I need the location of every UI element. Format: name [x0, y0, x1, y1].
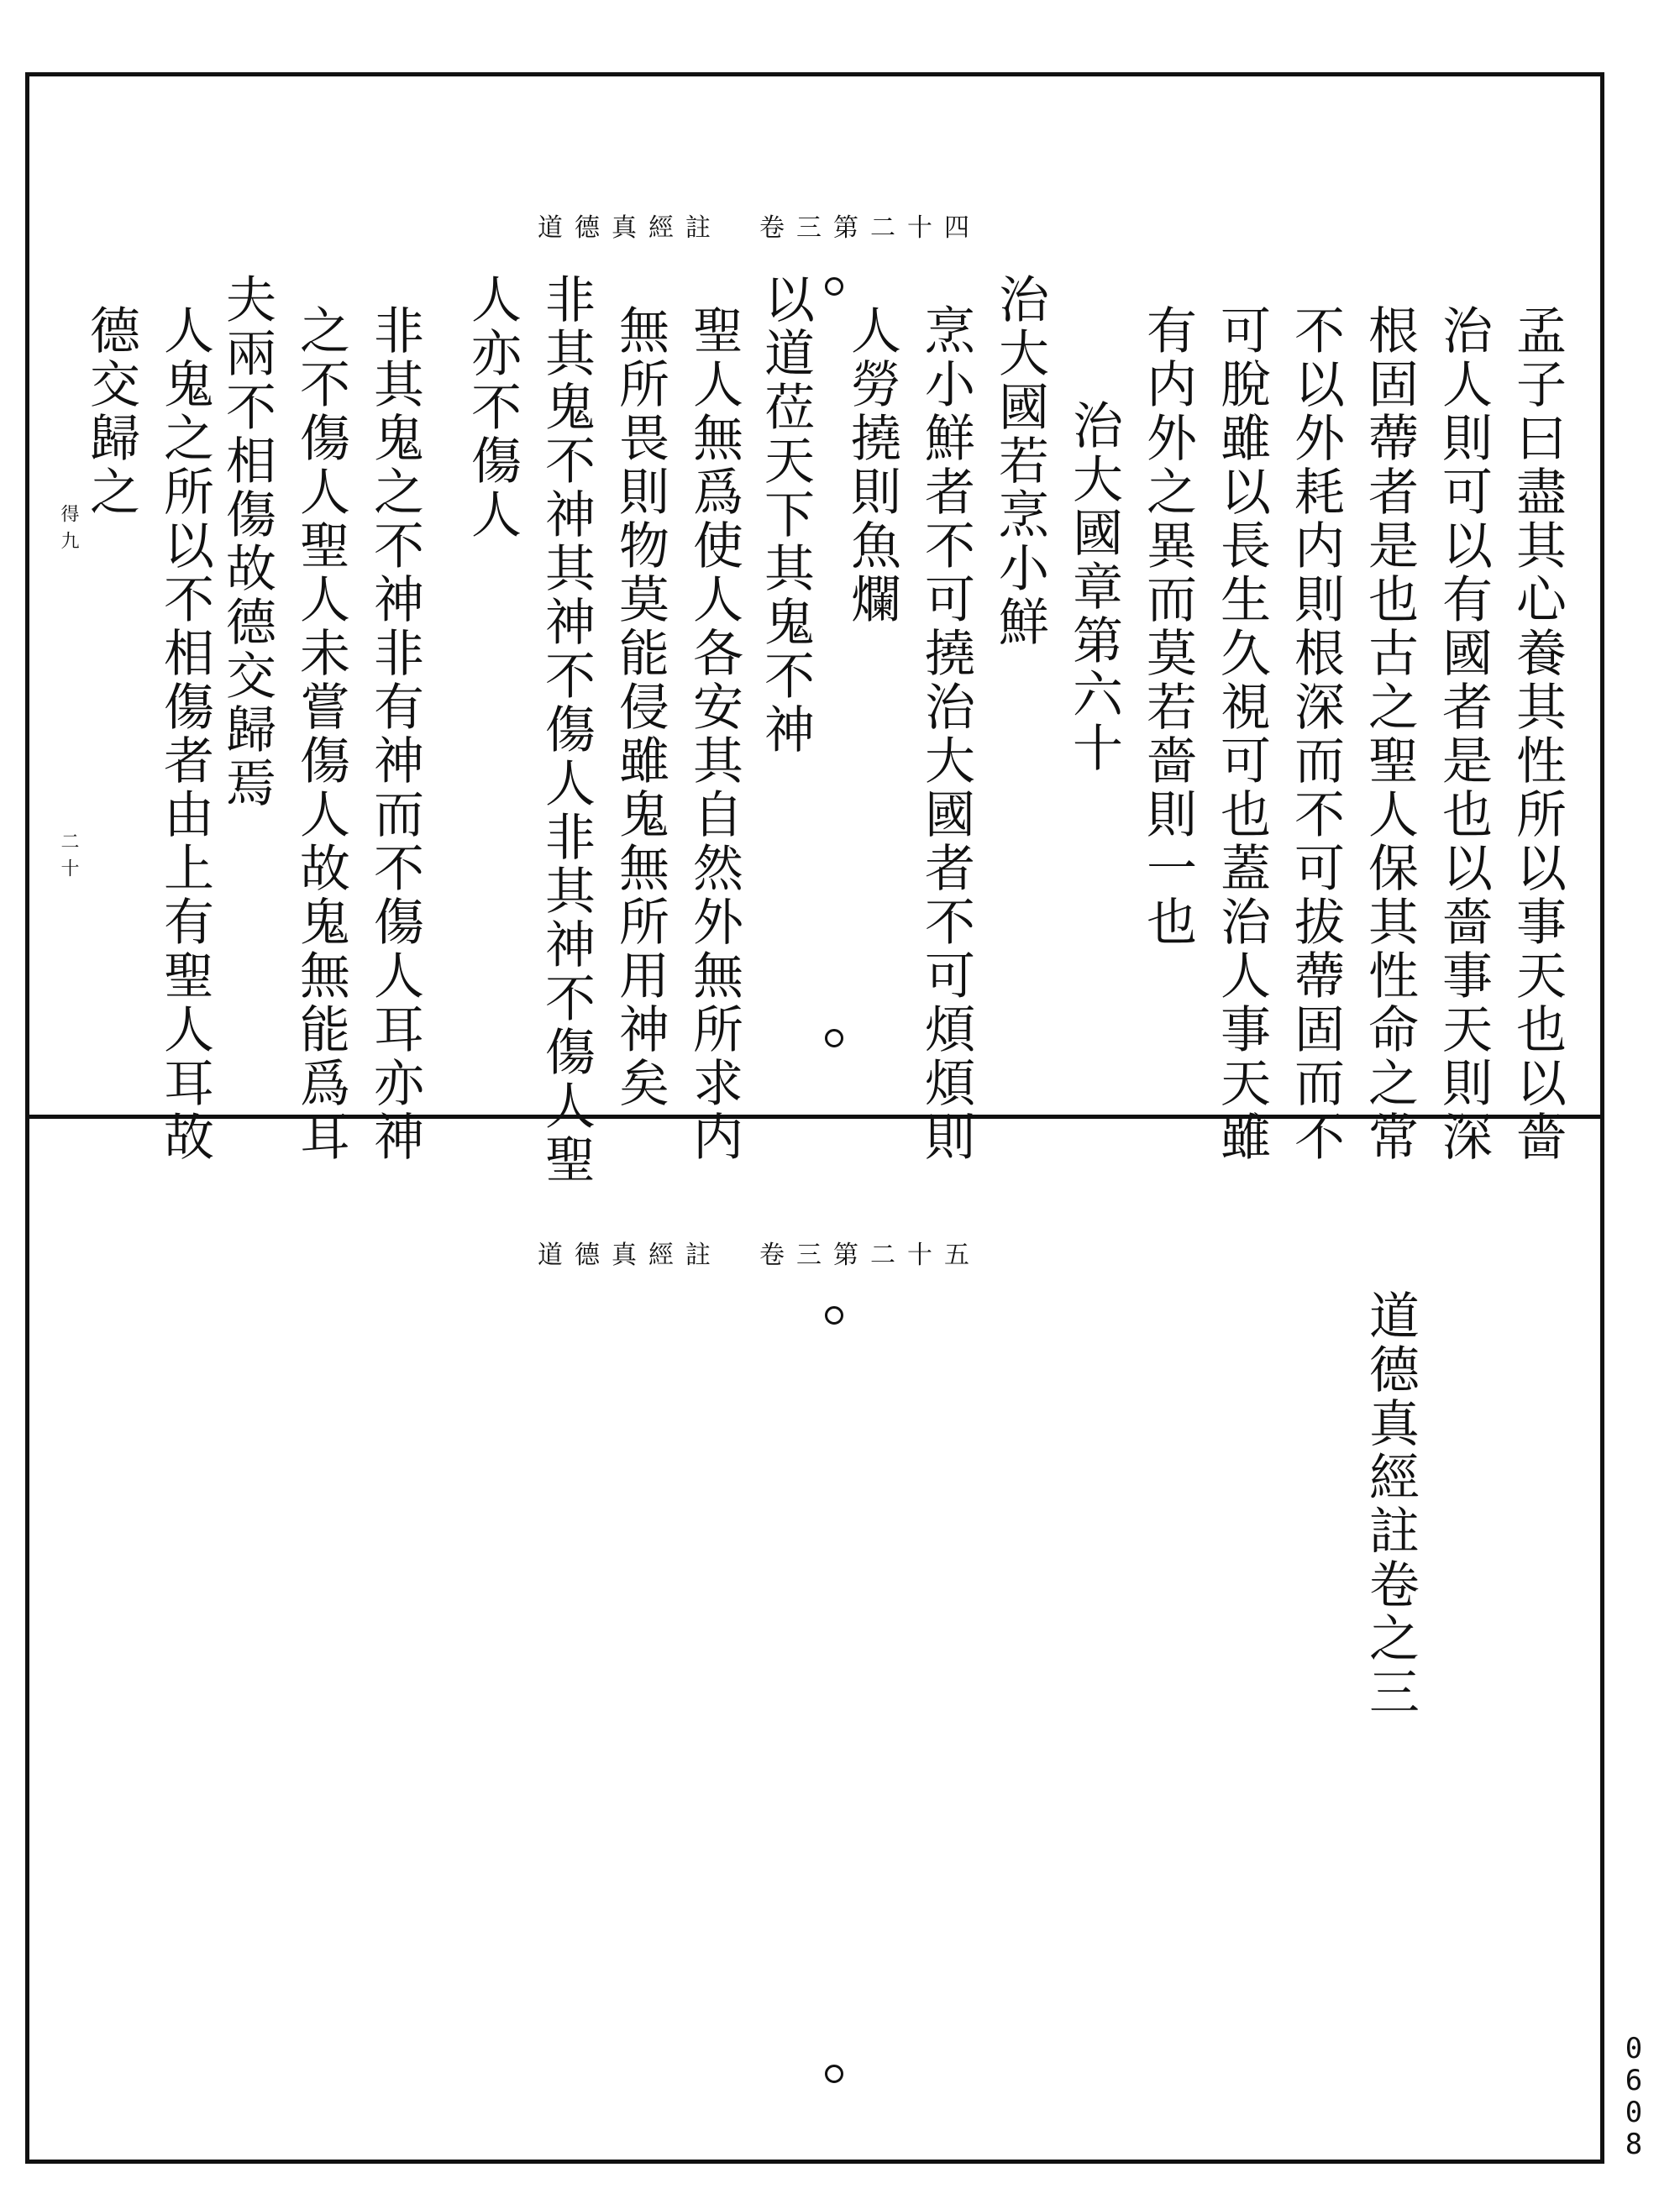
- text-column-17: 之不傷人聖人未嘗傷人故鬼無能爲耳: [291, 304, 350, 1164]
- text-column-20: 德交歸之: [81, 304, 140, 519]
- text-column-18: 夫兩不相傷故德交歸焉: [218, 273, 276, 811]
- hole-mark-lower-bottom: [825, 2065, 843, 2083]
- text-column-12: 聖人無爲使人各安其自然外無所求内: [685, 304, 743, 1164]
- text-column-14: 非其鬼不神其神不傷人非其神不傷人聖: [537, 273, 596, 1187]
- text-column-11: 以道莅天下其鬼不神: [756, 273, 815, 757]
- margin-label: 得九: [58, 504, 79, 558]
- text-column-3: 根固蔕者是也古之聖人保其性命之常: [1360, 304, 1419, 1164]
- text-column-10: 人勞撓則魚爛: [843, 304, 901, 627]
- text-column-8: 治大國若烹小鮮: [990, 273, 1049, 649]
- text-column-6: 有内外之異而莫若嗇則一也: [1138, 304, 1197, 949]
- text-column-13: 無所畏則物莫能侵雖鬼無所用神矣: [611, 304, 669, 1110]
- lower-page-header: 道德真經註 卷三第二十五: [538, 1241, 981, 1270]
- hole-mark-upper-top: [825, 277, 843, 296]
- margin-number: 二十: [58, 832, 79, 885]
- page-number: 0608: [1625, 2032, 1643, 2161]
- hole-mark-lower-top: [825, 1306, 843, 1325]
- text-column-9: 烹小鮮者不可撓治大國者不可煩煩則: [916, 304, 975, 1164]
- volume-title: 道德真經註卷之三: [1361, 1289, 1420, 1719]
- hole-mark-upper-bottom: [825, 1029, 843, 1047]
- text-column-5: 可脫雖以長生久視可也蓋治人事天雖: [1212, 304, 1271, 1164]
- text-column-19: 人鬼之所以不相傷者由上有聖人耳故: [155, 304, 214, 1164]
- text-column-4: 不以外耗内則根深而不可拔蔕固而不: [1286, 304, 1345, 1164]
- chapter-heading: 治大國章第六十: [1064, 399, 1123, 775]
- text-column-15: 人亦不傷人: [463, 273, 522, 542]
- upper-page-header: 道德真經註 卷三第二十四: [538, 213, 981, 243]
- text-column-16: 非其鬼之不神非有神而不傷人耳亦神: [365, 304, 424, 1164]
- text-column-1: 孟子曰盡其心養其性所以事天也以嗇: [1508, 304, 1567, 1164]
- text-column-2: 治人則可以有國者是也以嗇事天則深: [1434, 304, 1493, 1164]
